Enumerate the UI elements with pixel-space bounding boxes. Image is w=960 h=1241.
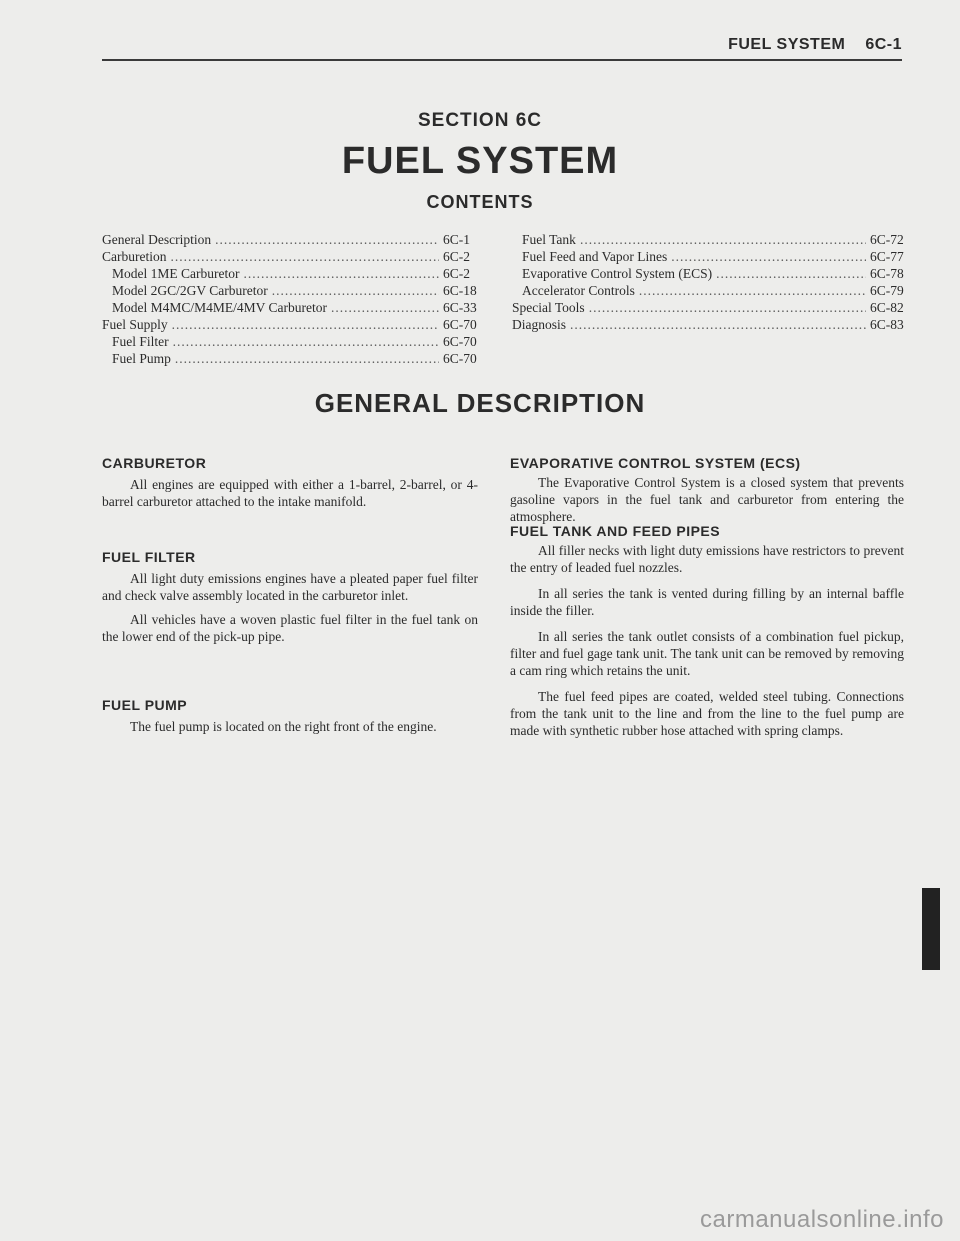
section-tab-marker <box>922 888 940 970</box>
toc-entry[interactable] <box>512 299 904 316</box>
toc-entry-page: 6C-70 <box>443 351 477 366</box>
fuel-tank-paragraph: The fuel feed pipes are coated, welded steel tubing. Connections from the tank unit to the line and from the line to the fuel pump are made with synthetic rubber hose attached with spring clamps. <box>510 689 904 738</box>
toc-entry-title: Accelerator Controls <box>522 283 635 298</box>
page-title: FUEL SYSTEM <box>341 140 619 182</box>
fuel-filter-paragraph: All light duty emissions engines have a pleated paper fuel filter and check valve assembly located in the carburetor inlet. <box>102 571 478 603</box>
fuel-tank-heading: FUEL TANK AND FEED PIPES <box>510 523 721 539</box>
ecs-section <box>510 455 904 531</box>
ecs-paragraph: The Evaporative Control System is a closed system that prevents gasoline vapors in the fuel tank and carburetor from entering the atmosphere. <box>510 475 904 524</box>
carburetor-heading: CARBURETOR <box>102 455 207 471</box>
toc-leader <box>272 282 439 299</box>
fuel-pump-paragraph: The fuel pump is located on the right front of the engine. <box>130 719 437 734</box>
toc-leader <box>170 248 439 265</box>
toc-entry-title: Carburetion <box>102 249 167 264</box>
toc-leader <box>580 231 866 248</box>
fuel-filter-section <box>102 549 478 651</box>
toc-entry[interactable] <box>102 265 477 282</box>
toc-leader <box>243 265 439 282</box>
toc-entry-page: 6C-2 <box>443 266 470 281</box>
toc-entry-title: Fuel Filter <box>112 334 169 349</box>
toc-entry-title: Fuel Supply <box>102 317 168 332</box>
toc-leader <box>716 265 866 282</box>
toc-leader <box>570 316 866 333</box>
toc-entry[interactable] <box>512 231 904 248</box>
toc-right <box>512 231 904 333</box>
toc-entry-title: Fuel Feed and Vapor Lines <box>522 249 668 264</box>
carburetor-section <box>102 455 478 516</box>
toc-entry-page: 6C-33 <box>443 300 477 315</box>
footer-watermark: carmanualsonline.info <box>700 1206 944 1233</box>
toc-entry[interactable] <box>512 282 904 299</box>
general-description-title: GENERAL DESCRIPTION <box>314 388 646 418</box>
toc-entry-page: 6C-70 <box>443 334 477 349</box>
toc-entry-title: Evaporative Control System (ECS) <box>522 266 713 281</box>
toc-entry[interactable] <box>512 248 904 265</box>
toc-entry-page: 6C-72 <box>870 232 904 247</box>
toc-leader <box>671 248 866 265</box>
toc-entry-title: Model 2GC/2GV Carburetor <box>112 283 268 298</box>
toc-entry-page: 6C-70 <box>443 317 477 332</box>
toc-entry-title: General Description <box>102 232 212 247</box>
fuel-pump-heading: FUEL PUMP <box>102 697 188 713</box>
fuel-tank-paragraph: In all series the tank is vented during filling by an internal baffle inside the filler. <box>510 586 904 618</box>
toc-leader <box>172 316 439 333</box>
toc-entry[interactable] <box>102 248 477 265</box>
toc-left <box>102 231 477 367</box>
toc-entry-page: 6C-1 <box>443 232 470 247</box>
toc-entry[interactable] <box>102 282 477 299</box>
header-rule <box>102 59 902 61</box>
toc-entry-title: Diagnosis <box>512 317 566 332</box>
toc-leader <box>173 333 439 350</box>
header-system: FUEL SYSTEM <box>728 36 846 53</box>
header-page-number: 6C-1 <box>865 36 902 53</box>
section-label: SECTION 6C <box>417 110 543 131</box>
toc-entry-page: 6C-83 <box>870 317 904 332</box>
toc-entry-title: Special Tools <box>512 300 585 315</box>
toc-entry-title: Fuel Pump <box>112 351 171 366</box>
toc-entry-title: Model 1ME Carburetor <box>112 266 240 281</box>
toc-entry[interactable] <box>102 299 477 316</box>
ecs-heading: EVAPORATIVE CONTROL SYSTEM (ECS) <box>510 455 801 471</box>
toc-entry-page: 6C-78 <box>870 266 904 281</box>
toc-entry-page: 6C-82 <box>870 300 904 315</box>
toc-entry[interactable] <box>102 231 477 248</box>
toc-leader <box>175 350 439 367</box>
fuel-tank-paragraph: In all series the tank outlet consists of a combination fuel pickup, filter and fuel gage tank unit. The tank unit can be removed by removing a cam ring which retains the unit. <box>510 629 904 678</box>
toc-entry-page: 6C-18 <box>443 283 477 298</box>
toc-entry-title: Fuel Tank <box>522 232 576 247</box>
toc-entry[interactable] <box>102 333 477 350</box>
toc-entry-page: 6C-79 <box>870 283 904 298</box>
fuel-filter-heading: FUEL FILTER <box>102 549 196 565</box>
toc-entry[interactable] <box>102 350 477 367</box>
fuel-filter-paragraph: All vehicles have a woven plastic fuel filter in the fuel tank on the lower end of the pick-up pipe. <box>102 612 478 644</box>
toc-entry[interactable] <box>512 265 904 282</box>
toc-entry-page: 6C-77 <box>870 249 904 264</box>
toc-leader <box>589 299 866 316</box>
toc-entry-page: 6C-2 <box>443 249 470 264</box>
running-header <box>728 36 902 54</box>
fuel-pump-section <box>102 697 478 741</box>
fuel-tank-section <box>510 523 904 745</box>
carburetor-paragraph: All engines are equipped with either a 1-barrel, 2-barrel, or 4-barrel carburetor attached to the intake manifold. <box>102 477 478 509</box>
toc-leader <box>331 299 439 316</box>
toc-entry[interactable] <box>102 316 477 333</box>
fuel-tank-paragraph: All filler necks with light duty emissions have restrictors to prevent the entry of leaded fuel nozzles. <box>510 543 904 575</box>
contents-label: CONTENTS <box>426 192 534 212</box>
toc-entry[interactable] <box>512 316 904 333</box>
toc-entry-title: Model M4MC/M4ME/4MV Carburetor <box>112 300 327 315</box>
toc-leader <box>215 231 439 248</box>
toc-leader <box>639 282 866 299</box>
